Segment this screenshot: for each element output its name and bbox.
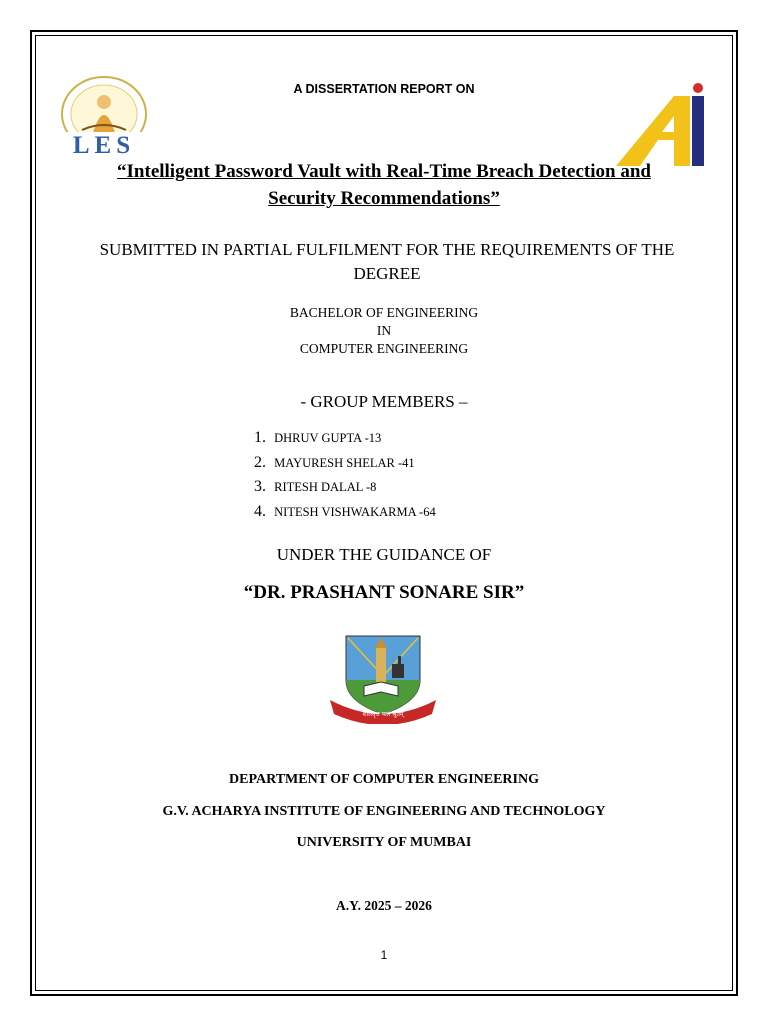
member-name: DHRUV GUPTA -13 bbox=[274, 431, 382, 445]
member-number: 1. bbox=[254, 429, 266, 446]
degree-block bbox=[0, 304, 768, 358]
institute-name: G.V. ACHARYA INSTITUTE OF ENGINEERING AND TECHNOLOGY bbox=[162, 804, 606, 819]
academic-year: A.Y. 2025 – 2026 bbox=[336, 898, 432, 913]
list-item bbox=[254, 500, 436, 525]
member-name: NITESH VISHWAKARMA -64 bbox=[274, 504, 436, 519]
group-members-heading: - GROUP MEMBERS – bbox=[300, 392, 468, 411]
department-name: DEPARTMENT OF COMPUTER ENGINEERING bbox=[229, 772, 539, 787]
les-logo-text: LES bbox=[72, 132, 136, 159]
guide-name: “DR. PRASHANT SONARE SIR” bbox=[243, 582, 525, 603]
university-emblem bbox=[326, 632, 440, 724]
report-type-line: A DISSERTATION REPORT ON bbox=[293, 82, 475, 96]
dissertation-title: “Intelligent Password Vault with Real-Time Breach Detection and Security Recommendations” bbox=[117, 161, 651, 209]
list-item bbox=[254, 475, 436, 500]
member-number: 2. bbox=[254, 453, 266, 471]
emblem-motto: शीलवृत्त फलं श्रुतम् bbox=[362, 711, 404, 718]
member-name: RITESH DALAL -8 bbox=[274, 480, 377, 494]
list-item bbox=[254, 451, 436, 476]
members-list bbox=[254, 426, 436, 524]
degree-line-2: IN bbox=[376, 323, 392, 338]
page-number: 1 bbox=[380, 948, 388, 962]
degree-line-1: BACHELOR OF ENGINEERING bbox=[289, 305, 479, 320]
member-number: 3. bbox=[254, 478, 266, 495]
submission-statement: SUBMITTED IN PARTIAL FULFILMENT FOR THE REQUIREMENTS OF THE DEGREE bbox=[99, 240, 675, 283]
list-item bbox=[254, 426, 436, 451]
degree-line-3: COMPUTER ENGINEERING bbox=[299, 341, 469, 356]
member-number: 4. bbox=[254, 502, 266, 520]
university-name: UNIVERSITY OF MUMBAI bbox=[296, 835, 472, 850]
member-name: MAYURESH SHELAR -41 bbox=[274, 455, 415, 470]
guidance-label: UNDER THE GUIDANCE OF bbox=[276, 545, 492, 564]
